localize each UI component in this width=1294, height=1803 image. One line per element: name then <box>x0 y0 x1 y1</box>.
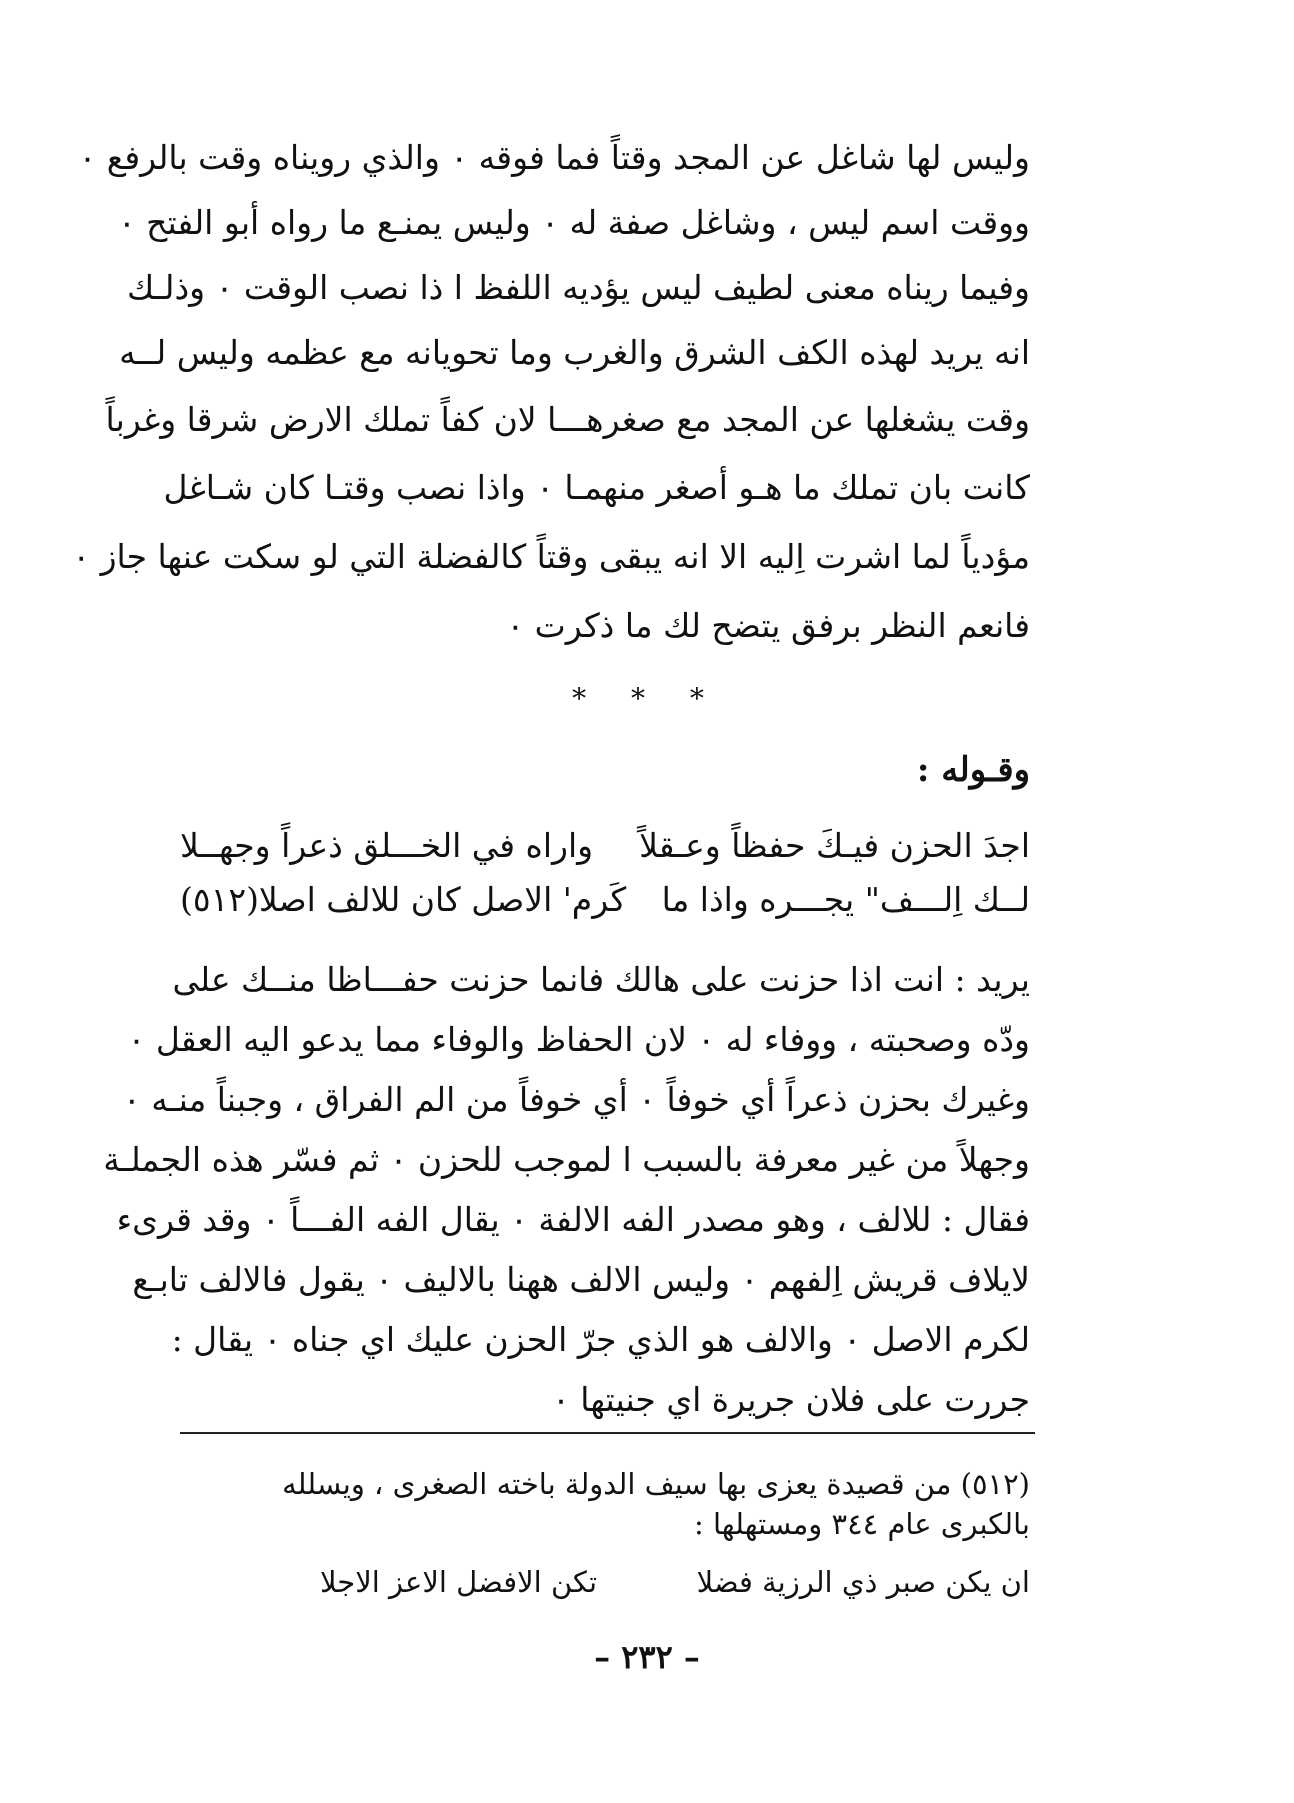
footnote-verse <box>180 1558 1030 1606</box>
paragraph2-line-3: وغيرك بحزن ذعراً أي خوفاً ٠ أي خوفاً من الم الفراق ، وجبناً منـه ٠ <box>123 1080 1030 1119</box>
section-separator: * * * <box>572 682 722 715</box>
paragraph1-line-4: انه يريد لهذه الكف الشرق والغرب وما تحويانه مع عظمه وليس لــه <box>119 333 1030 372</box>
paragraph1-line-2: ووقت اسم ليس ، وشاغل صفة له ٠ وليس يمنـع ما رواه أبو الفتح ٠ <box>117 203 1030 242</box>
paragraph2-line-4: وجهلاً من غير معرفة بالسبب ا لموجب للحزن ٠ ثم فسّر هذه الجملـة <box>103 1140 1030 1179</box>
footnote-verse-first-hemistich: ان يكن صبر ذي الرزية فضلا <box>696 1565 1030 1599</box>
verse-heading: وقـوله : <box>916 750 1030 790</box>
page-number: – ٢٣٢ – <box>594 1638 700 1676</box>
paragraph2-line-7: لكرم الاصل ٠ والالف هو الذي جرّ الحزن عليك اي جناه ٠ يقال : <box>171 1320 1030 1359</box>
paragraph1-line-6: كانت بان تملك ما هـو أصغر منهمـا ٠ واذا نصب وقتـا كان شـاغل <box>163 468 1030 507</box>
paragraph2-line-5: فقال : للالف ، وهو مصدر الفه الالفة ٠ يقال الفه الفـــاً ٠ وقد قرىء <box>116 1200 1030 1239</box>
verse-line-1-first-hemistich: اجدَ الحزن فيـكَ حفظاً وعـقلاً <box>639 826 1030 865</box>
footnote-verse-second-hemistich: تكن الافضل الاعز الاجلا <box>320 1565 598 1599</box>
paragraph2-line-6: لايلاف قريش اِلفهم ٠ وليس الالف ههنا بالاليف ٠ يقول فالالف تابـع <box>132 1260 1030 1299</box>
footnote-line-1: (٥١٢) من قصيدة يعزى بها سيف الدولة باخته الصغرى ، ويسلله <box>282 1467 1030 1501</box>
footnote-line-2: بالكبرى عام ٣٤٤ ومستهلها : <box>693 1507 1030 1541</box>
verse-line-1-second-hemistich: واراه في الخـــلق ذعراً وجهــلا <box>180 826 594 865</box>
verse-line-1 <box>180 818 1030 874</box>
paragraph1-line-8: فانعم النظر برفق يتضح لك ما ذكرت ٠ <box>506 606 1030 645</box>
paragraph1-line-5: وقت يشغلها عن المجد مع صغرهـــا لان كفاً تملك الارض شرقا وغرباً <box>105 400 1030 439</box>
paragraph1-line-7: مؤدياً لما اشرت اِليه الا انه يبقى وقتاً كالفضلة التي لو سكت عنها جاز ٠ <box>72 537 1030 576</box>
verse-line-2-second-hemistich: كَرم' الاصل كان للالف اصلا(٥١٢) <box>180 880 627 919</box>
paragraph2-line-2: ودّه وصحبته ، ووفاء له ٠ لان الحفاظ والوفاء مما يدعو اليه العقل ٠ <box>127 1020 1030 1059</box>
verse-line-2 <box>180 872 1030 928</box>
paragraph2-line-8: جررت على فلان جريرة اي جنيتها ٠ <box>552 1380 1030 1419</box>
verse-line-2-first-hemistich: لــك اِلـــف" يجـــره واذا ما <box>661 880 1030 919</box>
footnote-divider <box>180 1432 1035 1434</box>
paragraph1-line-3: وفيما ريناه معنى لطيف ليس يؤديه اللفظ ا ذا نصب الوقت ٠ وذلـك <box>126 268 1030 307</box>
paragraph1-line-1: وليس لها شاغل عن المجد وقتاً فما فوقه ٠ والذي رويناه وقت بالرفع ٠ <box>78 138 1030 177</box>
paragraph2-line-1: يريد : انت اذا حزنت على هالك فانما حزنت حفـــاظا منــك على <box>172 960 1030 999</box>
